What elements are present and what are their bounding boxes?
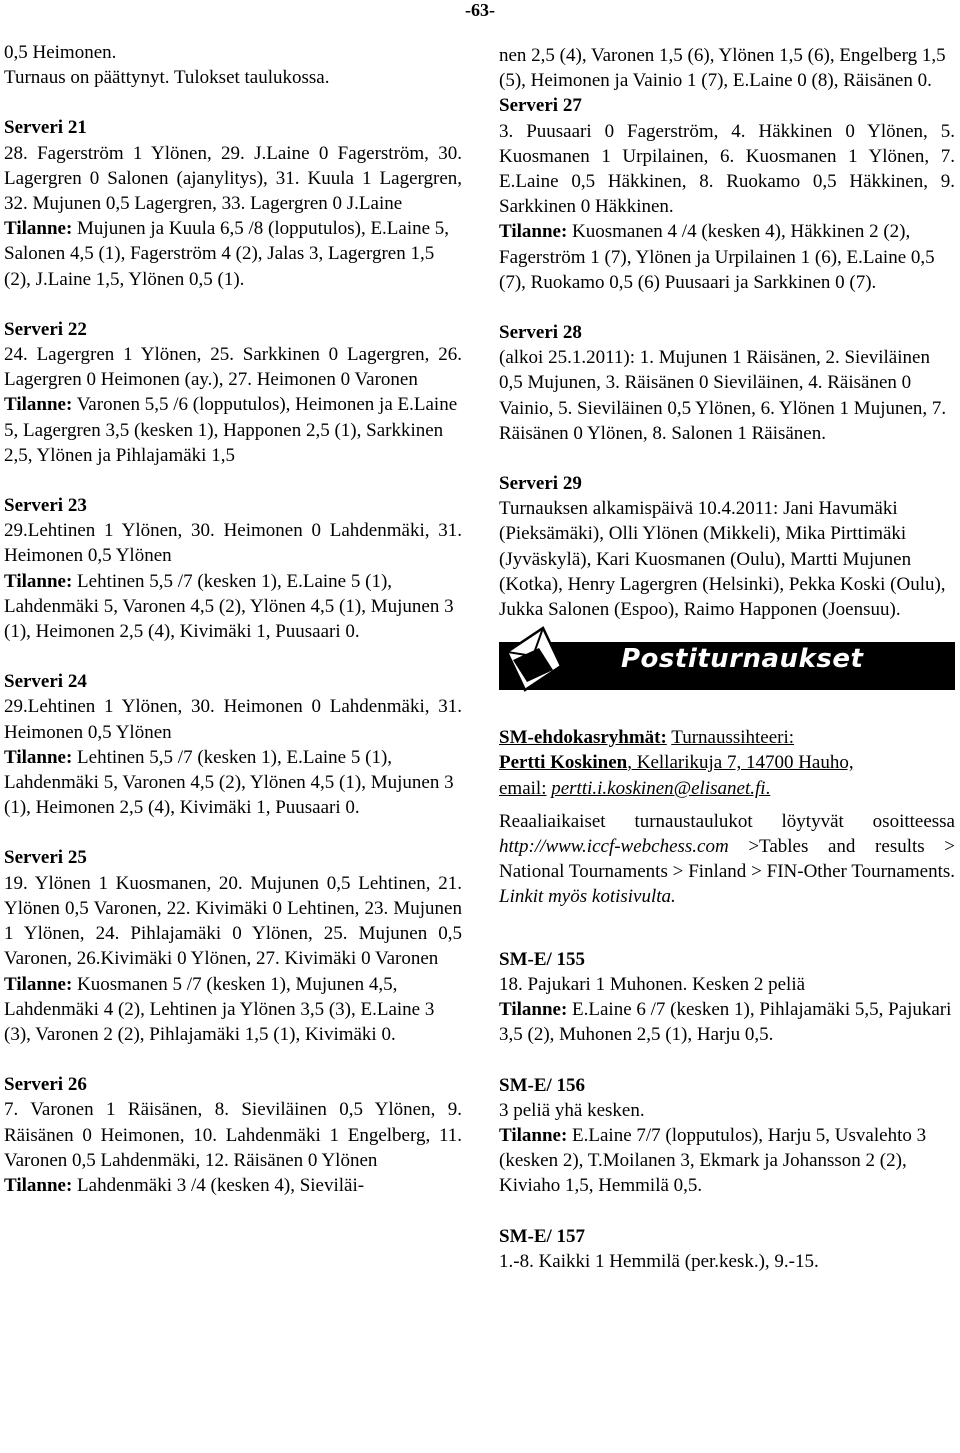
section-title: Serveri 21 [4, 117, 87, 139]
section-title: Serveri 22 [4, 318, 87, 340]
realtime-note: Linkit myös kotisivulta. [499, 886, 676, 908]
url-link[interactable]: http://www.iccf-webchess.com [499, 836, 729, 858]
section-standings: Tilanne: Lehtinen 5,5 /7 (kesken 1), E.Laine 5 (1), Lahdenmäki 5, Varonen 4,5 (2), Ylönen 4,5 (1), Mujunen 3 (1), Heimonen 2,5 (4), Kivimäki 1, Puusaari 0. [4, 570, 454, 643]
section-serveri-22 [4, 317, 462, 468]
realtime-text: Reaaliaikaiset turnaustaulukot löytyvät osoitteessa [499, 810, 955, 832]
section-title: Serveri 26 [4, 1074, 87, 1096]
section-serveri-26 [4, 1072, 462, 1198]
section-serveri-24 [4, 669, 462, 820]
section-title: SM-E/ 157 [499, 1225, 586, 1247]
section-standings-continued: nen 2,5 (4), Varonen 1,5 (6), Ylönen 1,5 (6), Engelberg 1,5 (5), Heimonen ja Vainio 1 (7), E.Laine 0 (8), Räisänen 0. [499, 45, 946, 92]
section-line: 3 peliä yhä kesken. [499, 1099, 645, 1121]
section-serveri-25 [4, 845, 462, 1047]
section-standings: Tilanne: E.Laine 7/7 (lopputulos), Harju 5, Usvalehto 3 (kesken 2), T.Moilanen 3, Ekmark ja Johansson 2 (2), Kiviaho 1,5, Hemmilä 0,5. [499, 1124, 927, 1197]
realtime-path: >Tables and results > National Tournaments > Finland > FIN-Other Tournaments. [499, 836, 955, 883]
sm-label: SM-ehdokasryhmät: [499, 727, 667, 749]
section-games: 7. Varonen 1 Räisänen, 8. Sieviläinen 0,5 Ylönen, 9. Räisänen 0 Heimonen, 10. Lahdenmäki 1 Engelberg, 11. Varonen 0,5 Lahdenmäki, 12. Räisänen 0 Ylönen [4, 1099, 462, 1171]
email-end: . [765, 777, 771, 799]
section-standings: Tilanne: Lehtinen 5,5 /7 (kesken 1), E.Laine 5 (1), Lahdenmäki 5, Varonen 4,5 (2), Ylönen 4,5 (1), Mujunen 3 (1), Heimonen 2,5 (4), Kivimäki 1, Puusaari 0. [4, 746, 454, 819]
section-standings: Tilanne: Lahdenmäki 3 /4 (kesken 4), Sieviläi- [4, 1174, 365, 1196]
envelope-icon [503, 626, 565, 692]
sm-info [499, 725, 955, 909]
section-games: 3. Puusaari 0 Fagerström, 4. Häkkinen 0 Ylönen, 5. Kuosmanen 1 Urpilainen, 6. Kuosmanen 1 Ylönen, 7. E.Laine 0,5 Häkkinen, 8. Ruokamo 0,5 Häkkinen, 9. Sarkkinen 0 Häkkinen. [499, 120, 955, 218]
director-name: Pertti Koskinen [499, 752, 628, 774]
section-games: 29.Lehtinen 1 Ylönen, 30. Heimonen 0 Lahdenmäki, 31. Heimonen 0,5 Ylönen [4, 520, 462, 567]
section-title: Serveri 27 [499, 95, 582, 117]
section-title: Serveri 23 [4, 495, 87, 517]
section-standings: Tilanne: Kuosmanen 4 /4 (kesken 4), Häkkinen 2 (2), Fagerström 1 (7), Ylönen ja Urpilainen 1 (6), E.Laine 0,5 (7), Ruokamo 0,5 (6) Puusaari ja Sarkkinen 0 (7). [499, 221, 935, 293]
director-label: Turnaussihteeri: [671, 727, 795, 749]
postiturnaukset-banner [499, 634, 955, 695]
section-line: 18. Pajukari 1 Muhonen. Kesken 2 peliä [499, 973, 806, 995]
section-title: Serveri 29 [499, 473, 582, 495]
intro-line: Turnaus on päättynyt. Tulokset taulukossa. [4, 67, 330, 89]
section-serveri-21 [4, 115, 462, 291]
section-standings: Tilanne: Varonen 5,5 /6 (lopputulos), Heimonen ja E.Laine 5, Lagergren 3,5 (kesken 1), Happonen 2,5 (1), Sarkkinen 2,5, Ylönen ja Pihlajamäki 1,5 [4, 394, 458, 466]
section-standings: Tilanne: Mujunen ja Kuula 6,5 /8 (lopputulos), E.Laine 5, Salonen 4,5 (1), Fagerström 4 (2), Jalas 3, Lagergren 1,5 (2), J.Laine 1,5, Ylönen 0,5 (1). [4, 218, 450, 290]
section-games: 24. Lagergren 1 Ylönen, 25. Sarkkinen 0 Lagergren, 26. Lagergren 0 Heimonen (ay.), 27. Heimonen 0 Varonen [4, 344, 462, 391]
director-address: , Kellarikuja 7, 14700 Hauho, [627, 752, 854, 774]
section-sm-e-156 [499, 1073, 955, 1199]
section-text: Turnauksen alkamispäivä 10.4.2011: Jani Havumäki (Pieksämäki), Olli Ylönen (Mikkeli), Mika Pirttimäki (Jyväskylä), Kari Kuosmanen (Oulu), Martti Mujunen (Kotka), Henry Lagergren (Helsinki), Pekka Koski (Oulu), Jukka Salonen (Espoo), Raimo Happonen (Joensuu). [499, 498, 946, 621]
section-sm-e-157 [499, 1224, 955, 1274]
section-serveri-23 [4, 493, 462, 644]
section-games: (alkoi 25.1.2011): 1. Mujunen 1 Räisänen, 2. Sieviläinen 0,5 Mujunen, 3. Räisänen 0 Sieviläinen, 4. Räisänen 0 Vainio, 5. Sieviläinen 0,5 Ylönen, 6. Ylönen 1 Mujunen, 7. Räisänen 0 Ylönen, 8. Salonen 1 Räisänen. [499, 347, 947, 444]
page-number: -63- [465, 0, 495, 20]
right-column [499, 43, 955, 1274]
section-games: 19. Ylönen 1 Kuosmanen, 20. Mujunen 0,5 Lehtinen, 21. Ylönen 0,5 Varonen, 22. Kivimäki 0 Lehtinen, 23. Mujunen 1 Ylönen, 24. Pihlajamäki 0 Ylönen, 25. Mujunen 0,5 Varonen, 26.Kivimäki 0 Ylönen, 27. Kivimäki 0 Varonen [4, 872, 462, 970]
section-title: SM-E/ 155 [499, 948, 586, 970]
section-serveri-27 [499, 93, 955, 295]
section-serveri-28 [499, 320, 955, 446]
section-games: 29.Lehtinen 1 Ylönen, 30. Heimonen 0 Lahdenmäki, 31. Heimonen 0,5 Ylönen [4, 696, 462, 743]
section-title: SM-E/ 156 [499, 1074, 586, 1096]
intro-line: 0,5 Heimonen. [4, 42, 117, 63]
section-standings: Tilanne: E.Laine 6 /7 (kesken 1), Pihlajamäki 5,5, Pajukari 3,5 (2), Muhonen 2,5 (1), Harju 0,5. [499, 999, 952, 1046]
email-label: email: [499, 777, 547, 799]
banner-title: Postiturnaukset [621, 644, 864, 675]
section-title: Serveri 24 [4, 671, 87, 693]
section-line: 1.-8. Kaikki 1 Hemmilä (per.kesk.), 9.-15. [499, 1250, 819, 1272]
section-title: Serveri 25 [4, 847, 87, 869]
section-standings: Tilanne: Kuosmanen 5 /7 (kesken 1), Mujunen 4,5, Lahdenmäki 4 (2), Lehtinen ja Ylönen 3,5 (3), E.Laine 3 (3), Varonen 2 (2), Pihlajamäki 1,5 (1), Kivimäki 0. [4, 973, 435, 1045]
section-sm-e-155 [499, 947, 955, 1048]
section-games: 28. Fagerström 1 Ylönen, 29. J.Laine 0 Fagerström, 30. Lagergren 0 Salonen (ajanylitys), 31. Kuula 1 Lagergren, 32. Mujunen 0,5 Lagergren, 33. Lagergren 0 J.Laine [4, 142, 462, 215]
left-column [4, 40, 462, 1198]
email-link[interactable]: pertti.i.koskinen@elisanet.fi [551, 777, 766, 799]
section-serveri-29 [499, 471, 955, 622]
section-title: Serveri 28 [499, 322, 582, 344]
